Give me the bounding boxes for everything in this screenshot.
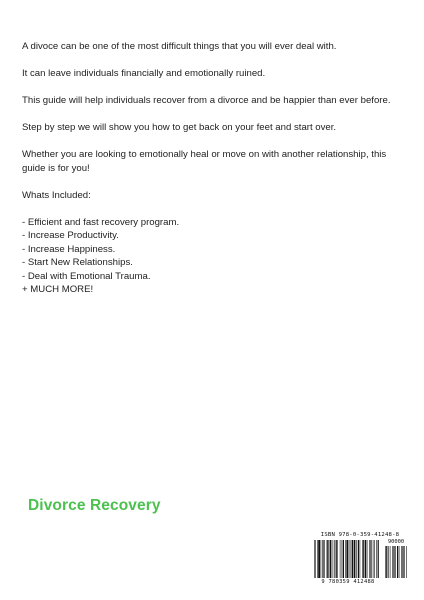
list-item: - Efficient and fast recovery program.	[22, 216, 180, 228]
ean-digits: 9 780359 412488	[321, 579, 375, 585]
barcode-bar	[397, 546, 398, 578]
paragraph-intro: A divoce can be one of the most difficult things that you will ever deal with.	[22, 41, 337, 52]
paragraph-guide: This guide will help individuals recover from a divorce and be happier than ever before.	[22, 95, 391, 106]
barcode-bar	[327, 540, 328, 578]
barcode-bar	[314, 540, 315, 578]
barcode-bar	[370, 540, 371, 578]
barcode-bar	[385, 546, 386, 578]
paragraph-audience: Whether you are looking to emotionally heal or move on with another relationship, this guide is for you!	[22, 149, 387, 174]
barcode-bar	[343, 540, 344, 578]
description-text	[22, 40, 402, 297]
barcode-bar	[404, 546, 405, 578]
barcode-bar	[367, 540, 368, 578]
barcode-bar	[399, 546, 400, 578]
barcode-bar	[390, 546, 391, 578]
barcode-bar	[358, 540, 359, 578]
barcode-bar	[395, 546, 396, 578]
barcode-bar	[362, 540, 363, 578]
list-item: - Start New Relationships.	[22, 257, 133, 268]
barcode-bar	[345, 540, 346, 578]
barcode-bar	[349, 540, 350, 578]
book-title: Divorce Recovery	[28, 497, 161, 514]
barcode-bar	[376, 540, 377, 578]
list-item: + MUCH MORE!	[22, 284, 94, 295]
barcode-bar	[402, 546, 403, 578]
barcode-bar	[336, 540, 337, 578]
barcode-bar	[388, 546, 389, 578]
barcode-bar	[318, 540, 320, 578]
barcode-bar	[352, 540, 353, 578]
barcode-bar	[365, 540, 366, 578]
barcode-bar	[356, 540, 357, 578]
barcode-bar	[351, 540, 352, 578]
barcode-bar	[322, 540, 323, 578]
included-heading: Whats Included:	[22, 189, 91, 201]
barcode-bar	[392, 546, 393, 578]
barcode-bar	[315, 540, 316, 578]
addon-barcode-bars	[385, 546, 407, 578]
barcode-bar	[324, 540, 325, 578]
barcode-bar	[346, 540, 348, 578]
barcode-bar	[342, 540, 343, 578]
barcode-bar	[386, 546, 387, 578]
barcode-bar	[360, 540, 361, 578]
list-item: - Deal with Emotional Trauma.	[22, 270, 151, 282]
barcode-bar	[363, 540, 364, 578]
barcode-bar	[374, 540, 375, 578]
barcode-bar	[328, 540, 329, 578]
barcode-bar	[334, 540, 335, 578]
included-list	[22, 216, 402, 297]
barcode-bar	[340, 540, 341, 578]
paragraph-impact: It can leave individuals financially and emotionally ruined.	[22, 68, 266, 79]
paragraph-steps: Step by step we will show you how to get back on your feet and start over.	[22, 122, 337, 133]
barcode-bar	[333, 540, 334, 578]
barcode-bar	[354, 540, 356, 578]
barcode-bar	[337, 540, 338, 578]
barcode-bar	[378, 540, 379, 578]
isbn-barcode	[311, 530, 409, 588]
barcode-bar	[401, 546, 402, 578]
barcode-bar	[330, 540, 332, 578]
barcode-bar	[393, 546, 394, 578]
barcode-bar	[369, 540, 370, 578]
ean-barcode-bars	[314, 540, 382, 578]
isbn-label: ISBN 978-0-359-41248-8	[320, 532, 400, 538]
barcode-bar	[373, 540, 374, 578]
list-item: - Increase Happiness.	[22, 243, 116, 255]
barcode-bar	[317, 540, 318, 578]
barcode-bar	[321, 540, 322, 578]
addon-digits: 90000	[387, 539, 405, 545]
barcode-bar	[406, 546, 407, 578]
list-item: - Increase Productivity.	[22, 230, 119, 241]
